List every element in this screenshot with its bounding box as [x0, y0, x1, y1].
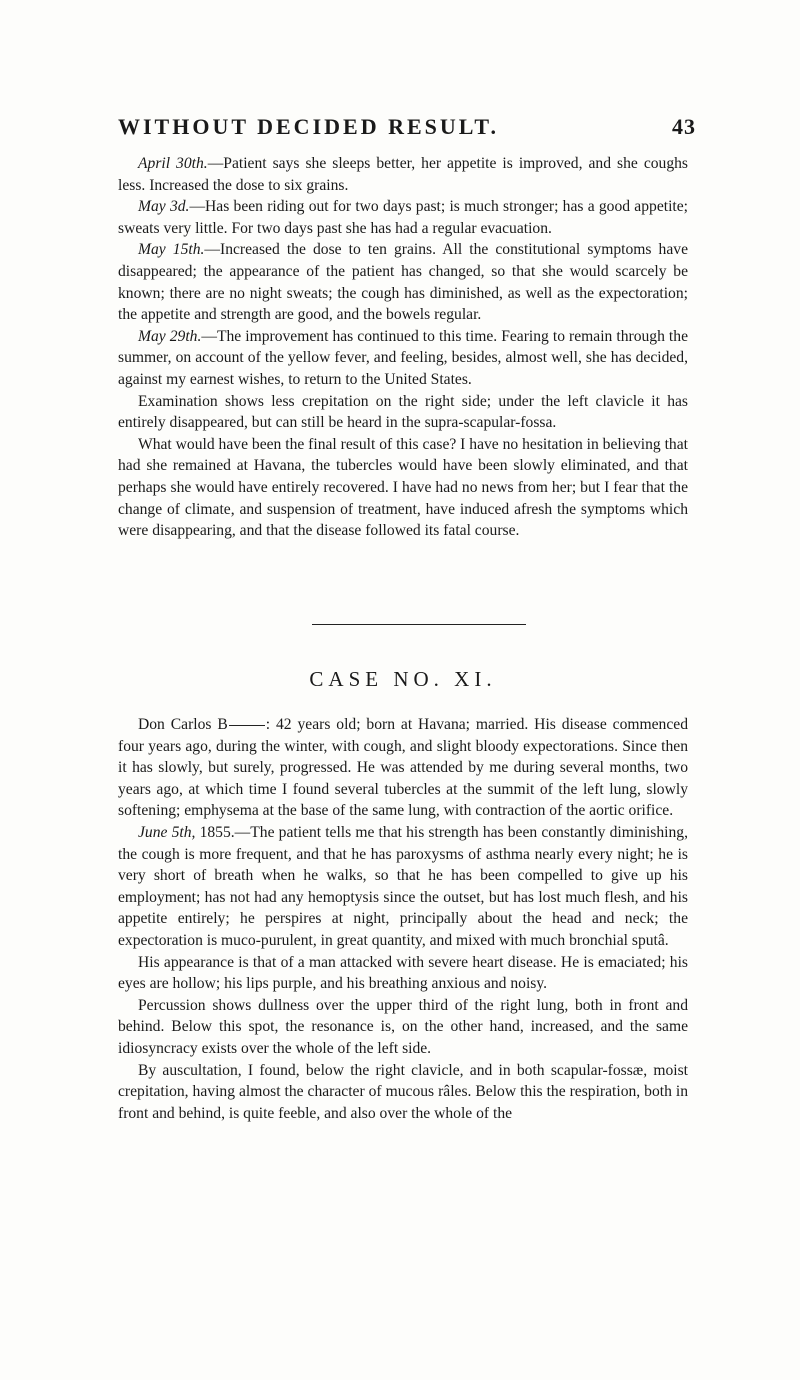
entry-date: May 3d.: [138, 198, 190, 216]
running-title: WITHOUT DECIDED RESULT.: [118, 114, 499, 139]
section-divider: [312, 624, 526, 625]
intro-text: : 42 years old; born at Havana; married. His disease commenced four years ago, during the winter, with cough, and slight bloody expectorations. Since then it has slowly, but surely, progressed. He was attended by me during several months, two years ago, at which time I found several tubercles at the summit of the left lung, slowly softening; emphysema at the base of the same lung, with contraction of the aortic orifice.: [118, 716, 688, 820]
running-head: [118, 114, 696, 144]
entry-text: —Patient says she sleeps better, her appetite is improved, and she coughs less. Increased the dose to six grains.: [118, 155, 688, 194]
entry-date: May 15th.: [138, 241, 205, 259]
diary-entry: [118, 822, 688, 952]
case-continuation: [118, 153, 688, 542]
entry-text: 1855.—The patient tells me that his strength has been constantly diminishing, the cough is more frequent, and that he has paroxysms of asthma nearly every night; he is very short of breath when he walks, so that he has been compelled to give up his employment; has not had any hemoptysis since the outset, but has lost much flesh, and his appetite entirely; he perspires at night, principally about the head and neck; the expectoration is muco-purulent, in great quantity, and mixed with much bronchial sputâ.: [118, 823, 688, 949]
entry-date: April 30th.: [138, 155, 208, 172]
case-heading: CASE NO. XI.: [309, 667, 497, 691]
diary-entry: [118, 326, 688, 391]
diary-entry: [118, 239, 688, 325]
entry-text: —Has been riding out for two days past; is much stronger; has a good appetite; sweats very little. For two days past she has had a regular evacuation.: [118, 198, 688, 237]
entry-date: May 29th.: [138, 327, 202, 345]
name-dash: [229, 725, 265, 726]
paragraph: His appearance is that of a man attacked with severe heart disease. He is emaciated; his eyes are hollow; his lips purple, and his breathing anxious and noisy.: [118, 953, 688, 993]
entry-text: —The improvement has continued to this time. Fearing to remain through the summer, on account of the yellow fever, and feeling, besides, almost well, she has decided, against my earnest wishes, to return to the United States.: [118, 327, 688, 388]
page-number: 43: [672, 114, 696, 139]
entry-text: —Increased the dose to ten grains. All the constitutional symptoms have disappeared; the appearance of the patient has changed, so that she would scarcely be known; there are no night sweats; the cough has diminished, as well as the expectoration; the appetite and strength are good, and the bowels regular.: [118, 241, 688, 324]
paragraph: What would have been the final result of this case? I have no hesitation in believing that had she remained at Havana, the tubercles would have been slowly eliminated, and that perhaps she would have entirely recovered. I have had no news from her; but I fear that the change of climate, and suspension of treatment, have induced afresh the symptoms which were disappearing, and that the disease followed its fatal course.: [118, 435, 688, 540]
case-intro: [118, 714, 688, 822]
diary-entry: [118, 196, 688, 239]
paragraph: Examination shows less crepitation on the right side; under the left clavicle it has entirely disappeared, but can still be heard in the supra-scapular-fossa.: [118, 392, 688, 432]
case-body: [118, 714, 688, 1124]
paragraph: Percussion shows dullness over the upper third of the right lung, both in front and behind. Below this spot, the resonance is, on the other hand, increased, and the same idiosyncracy exists over the whole of the left side.: [118, 996, 688, 1057]
paragraph: By auscultation, I found, below the right clavicle, and in both scapular-fossæ, moist crepitation, having almost the character of mucous râles. Below this the respiration, both in front and behind, is quite feeble, and also over the whole of the: [118, 1061, 688, 1122]
patient-name: Don Carlos B: [138, 716, 228, 733]
entry-date: June 5th,: [138, 823, 196, 841]
diary-entry: [118, 153, 688, 196]
